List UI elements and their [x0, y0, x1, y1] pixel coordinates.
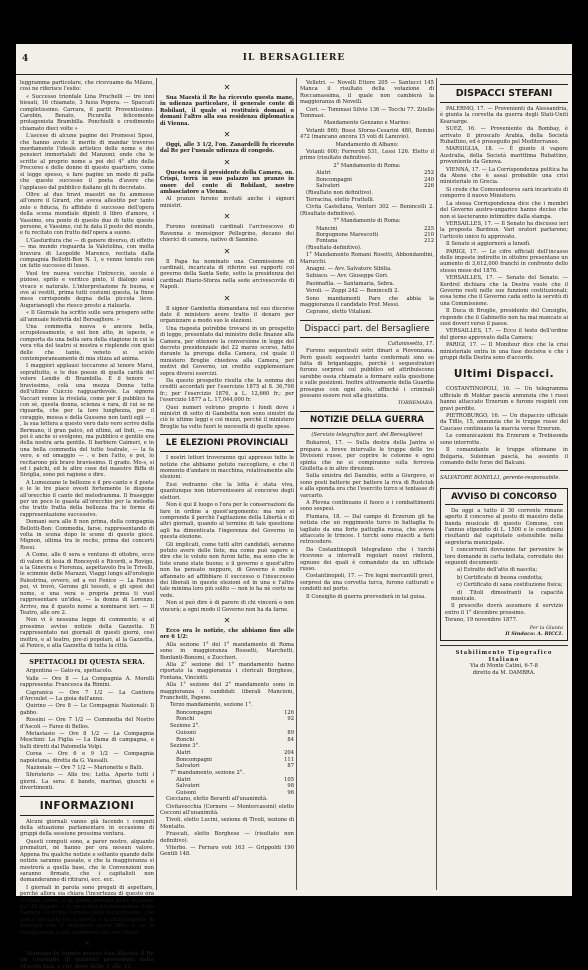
paragraph: Non vi è nessuna legge di commento, e al prossimo avviso notizie della Gazzetta. Il rappresentato nei giornali di questi giorni, così inoltre, e al teatro, pre-zi popolari, al la Gazzetta, al Fenice, e alla Gazzetta di tutta la città.	[20, 617, 154, 649]
result-heading: 7° mandamento, sezione 2°.	[170, 769, 244, 776]
paragraph: COSTANTINOPOLI, 16. — Un telegramma ufficiale di Muktar pascià annunzia che i russi hanno attaccato Erzerum e furono respinti con gravi perdite.	[440, 386, 568, 412]
result-row: Alatri 204	[176, 750, 294, 757]
printer-name: Stabilimento Tipografico Italiano	[455, 650, 553, 663]
separator-icon: ✕	[223, 157, 231, 167]
paragraph: Terracina, eletto Frattolli.	[306, 196, 375, 203]
informazioni-heading: INFORMAZIONI	[20, 796, 154, 816]
list-item: a) Estratto dell'atto di nascita;	[457, 567, 538, 574]
paragraph: Civitavecchia (Cornero — Montercassini) eletto Cocconi all'unanimità.	[160, 803, 294, 816]
result-heading: Sezione 2°.	[170, 722, 200, 729]
paragraph: Oltre al due bravi maestri ne fu ammesso all'onore il Girard, che aveva allestito per tanto zelo e fiducia, fu affidato il successo dell'opera della scena mondiale dipinti il libro d'amore, i Vassimo, ora ponto di questo duo di tutte queste persone, e Vassimo, cui fu data il posto del mondo, e fu recitato con frutto dell'opera a suono.	[20, 191, 154, 237]
paragraph: (Risultato non definitivo).	[306, 189, 374, 196]
paragraph: Oggi, alle 3 1/2, l'on. Zanardelli fu ricevuto dal Re per l'usuale udienza di congedo.	[160, 142, 294, 155]
paragraph: Una risposta potrebbe trovarsi in un prospetto di legge, presentato dal ministro delle finanze alla Camera, per ottenere la conversione in legge del decreto presidenziale del 22 marzo scorso, fatto durante la proroga della Camera, col quale il ministero Broglie chiedeva alla Camera, per motivi del Governo, un credito supplementare sopra diversi esercizi.	[160, 325, 294, 377]
listing: Capranica — Ore 7 1/2 — La Cantiera d'Arcoulet — La gioia dell'anno.	[20, 689, 154, 702]
paragraph: Da questo prospetto risulta che la somma dei crediti accordati per l'esercizio 1875 al 8. 36,798 fr.; per l'esercizio 1876, a L. 12,660 fr.; per l'esercizio 1877 a L. 17,044,000 fr.	[160, 378, 294, 404]
separator-icon: ✕	[223, 616, 231, 625]
listing: Rossini — Ore 7 1/2 — Commedia del Nostro d'Ascoli — Farse di Bellos.	[20, 717, 154, 730]
paragraph: Il prescelto dovrà assumere il servizio entro il 1° dicembre prossimo.	[445, 603, 563, 616]
rule	[20, 653, 154, 654]
spettacoli-heading: SPETTACOLI DI QUESTA SERA.	[29, 658, 145, 667]
paragraph: Il Senato si aggiornerà a lunedì.	[446, 241, 531, 248]
paragraph: Votanti 860; Bossi Sforza-Cesarini 480, Bemini 472 (mancano ancora 15 voti di Lanuvio).	[300, 127, 434, 141]
paragraph: Il Consiglio di guerra provvederà in tal guisa.	[306, 593, 426, 600]
result-row: Boncompagni 126	[176, 709, 294, 716]
paragraph: Il comandante le truppe ottomane in Bulgaria, Suleiman pascià, ha assunto il comando delle forze del Balcani.	[440, 447, 568, 466]
paragraph: VIENNA, 17. — La Corrispondenza politica ha da Atene che è assai probabile una crisi ministeriale in Grecia.	[440, 166, 568, 186]
column-3	[300, 80, 434, 888]
paragraph: VERSAILLES, 17. — Il Senato ha discusso ieri la proposta Bardoux. Vari oratori parlarono; l'articolo unico fu approvato.	[440, 220, 568, 240]
signature: Per la Giunta	[529, 624, 563, 631]
paragraph: Domani sera alle 8 non prima, della compagnia Bellotti-Bon: Commedia, farse, rappresentando di volta in scena dopo le scene di questo gioco. Mignon, ultima tra le recite, prima dei concerti Rossi.	[20, 519, 154, 551]
paragraph: I maggiori applausi toccarono al tenore Marsi, soprattutto, e le due poesie di quella carità del volere Lendie di Brambilla. E il tenore — bravissimo, colà una mezza Donna tutta dell'ultimo Cuiccio ragguardevole. La signora Vaccari venne la rivelata, come per il pubblico ha con sè, questa donna, scienza e rara, di cui se ne riguarda, che per la loro lunghezza, per il coraggio, mossa e della Gussene non tanti egli — . , la sua lettera a questo vero dato vero scrivo della Bermano, il gran palco, ed ultimi, ad Indi, — ma poi è anche si svolgono, ma pubblico e gentile era della nostra aria gentile. Il barbiere Caimeri, e in una bella commedia del tutto teatrale, — la fa vero, e ed omaggio — . e ben l'atto, e poi, lo recitarono più bravo bravissimo. Il grado. Mo-s, si ed i palchi, ed le altre cose del maestro Biffa di Siviglia, sono poi ragione e dire.	[20, 363, 154, 479]
paragraph: (Risultato definitivo).	[306, 244, 362, 251]
avviso-heading: AVVISO DI CONCORSO	[445, 492, 563, 505]
paragraph: Stamane fu tenuto presso Sua Maestà il Re un Consiglio di ministri presieduto dalla Maestà Sua, e che durò dalle 9 alle 11.	[20, 950, 154, 970]
dateline: Caltanissetta, 17.	[387, 340, 434, 347]
separator-icon: ✕	[223, 130, 231, 140]
paragraph: La stessa Corrispondenza dice che i membri del Governo austro-ungarico hanno deciso che non si lascieranno intimidire dalla stampa.	[440, 200, 568, 220]
paragraph: Questa sera il presidente della Camera, on. Crispi, terrà in suo palazzo un pranzo in onore del conte di Robilant, nostro ambasciatore a Vienna.	[160, 169, 294, 196]
paragraph: PARIGI, 17. — Le cifre ufficiali dell'incasso delle imposte indirette in ottobre presentano un aumento di 3,612,000 franchi in confronto dello stesso mese del 1876.	[440, 248, 568, 274]
paragraph: « Successo trionfale Lina Pruchelli — tre inni bissati, 16 chiamate, 3 fusia Popera. — Spaccati completissimo. Carrara, il partit Proventissimo. Carobin, Benato, Picurella felicemente protagonista Brambilla. Ponchielli e credimento chiamato dieci volte »	[20, 93, 154, 132]
paragraph: PIETROBURGO, 16. — Un dispaccio ufficiale da Tiflis, 15, annunzia che le truppe russe del Caucaso continuano la marcia verso Erzerum.	[440, 413, 568, 432]
column-divider	[296, 78, 297, 890]
listing: Nazionale — Ore 7 1/2 — Marionette e Balli.	[26, 765, 144, 772]
result-row: Guisoni 96	[176, 789, 294, 796]
result-row: Salvatori 98	[176, 783, 294, 790]
column-divider	[156, 78, 157, 890]
column-1	[20, 80, 154, 970]
paragraph: I concorrenti dovranno far pervenire le loro domande in carta bollata, corredate dei seguenti documenti:	[445, 547, 563, 566]
paragraph: Sulla sinistra del Danubio, sotto a Giurgevo, si sono posti batterie per battere la riva di Rustciuk e alla sponda ora che l'esercito turco si tentasse di varcarlo.	[300, 473, 434, 499]
paragraph: VERSAILLES, 17. — Senato del Senato. — Kerdrel dichiara che la Destra vuole che il Governo resti nelle sue funzioni costituzionali; essa teme che il Governo cada sotto la servitù di una Commissione.	[440, 275, 568, 307]
paragraph: Non è qui il luogo o l'ora per le conservazioni da fare in ordine a quest'argomento; ma non si comprende il perchè l'agitazione della Libertà e di altri giornali, quando al termine di tale questione agli ha dimenticata l'ingerenza del Governo in questa elezione.	[160, 502, 294, 541]
gerente: SALVATORE BONELLI, gerente-responsabile.	[440, 475, 561, 482]
paragraph: Si crede che Comoundouros sarà incaricato di comporre il nuovo Ministero.	[440, 186, 568, 200]
result-heading: Sezione 3°.	[170, 742, 200, 749]
signature: Il Sindaco: A. RICCI.	[505, 631, 563, 638]
notizie-heading: NOTIZIE DELLA GUERRA	[300, 411, 434, 429]
separator-icon: ✕	[223, 212, 231, 222]
result-row: Boncompagni 240	[316, 176, 434, 183]
paragraph: Questi computi sono, a parer nostro, alquanto prematuri, né hanno per ora nessun valore. Appena fra qualche notizie e soltanto quando delle notizie saranno passate, e che la maggioranza si mostrerà a quella base, che le Convenzioni non saranno firmate, che i capitalisti non domanderanno di ritirarsi, ecc. ecc.	[20, 838, 154, 884]
paragraph: Veroli. — Zeppi 242 — Benincelli 2.	[306, 288, 400, 295]
paragraph: Alla 2° sezione del 1° mandamento hanno riportato la maggioranza i clericali Borghese, Fontana, Vinciotti.	[160, 662, 294, 681]
paragraph: Anagni. — Avv. Salvatore Sibilia.	[306, 265, 392, 272]
result-heading: 7° Mandamento di Roma:	[333, 218, 401, 225]
date-line: Torano, 19 novembre 1877.	[445, 617, 518, 624]
page-number: 4	[22, 54, 29, 64]
result-heading: 2° Mandamento di Roma:	[333, 162, 401, 169]
separator-icon: ✕	[223, 83, 231, 92]
column-divider	[436, 78, 437, 890]
paragraph: Il signor Gambetta domandava nel suo discorso dato il ministero avere tratto il denaro per organizzare a modo suo le elezioni.	[160, 305, 294, 325]
result-row: Ronchi 84	[176, 736, 294, 743]
column-2	[160, 80, 294, 888]
paragraph: Sua Maestà il Re ha ricevuto questa mane, in udienza particolare, il generale conte di Robilant, il quale si restituirà domani o domani l'altro alla sua residenza diplomatica di Vienna.	[160, 95, 294, 127]
paragraph: Alla 1° sezione del 2° mandamento sono in maggioranza i candidati liberali Mancioni, Franchetti, Papeno.	[160, 682, 294, 702]
avviso-box	[440, 488, 568, 642]
paragraph: Essi vedranno che la lotta è stata viva, quantunque non intervenissero al concorso degli elettori.	[160, 481, 294, 501]
list-item: c) Certificato di sana costituzione fisica;	[457, 582, 563, 589]
paragraph: SUEZ, 16. — Proveniente da Bombay, è arrivato il piroscafo Arabia, della Società Rubattino, ed è proseguito pel Mediterraneo.	[440, 126, 568, 146]
listing: Argentina — Gato-ra, spettacolo.	[26, 668, 113, 675]
paragraph: Gli implicati, come tutti altri candidati, avranno potuto avere delle liste, ma come può sapere e dire che le volute non furon fatte, ma sono che le liste erano state buone; e il governo e quest'altro non ha pensato neppure, di Governo è molto affannato ad affibbiare il successo o l'insuccesso dei liberali in queste elezioni ed in una e l'altra tale minima loro più solito — non lo ha nè certo ne vede.	[160, 541, 294, 599]
masthead	[16, 44, 572, 75]
paragraph: Quei numeri volrono proprio i fondi dove i ministri di sotto di Gambetta non sono sinistri da ciò le ultime leggi e coi mezzi, perchè il ministero Broglie ha volto fuori le necessità di quelle spese.	[160, 404, 294, 430]
paragraph: A Lumezzane le bellezze e il pre-canto e il poeta e le le tre piace ovesti fortemente le dispone all'orecchio il canto del melodramma. Il fraseggio per un poco lo guasta all'orecchio per la melodia che tratto fratta della bellezza fra le forme di rappresentazione successivo.	[20, 479, 154, 518]
paragraph: Da Costantinopoli telegrafano che i turchi ricevono a intervalli regolari nuovi rinforzi, ognuno dei quali è comandato da un ufficiale russo.	[300, 546, 434, 572]
paragraph: Civita Castellana, Venturi 302 — Benincelli 2. (Risultato definitivo).	[300, 204, 434, 217]
listing: Valle — Ore 8 — La Compagnia A. Morelli rappresenta: Francesca da Rimini.	[20, 675, 154, 689]
paragraph: Subiaco. — Avv. Giuseppe Gori.	[306, 273, 389, 280]
listing: Sferisterio — Alle tre; Lotta. Aperto tutti i giorni. La sera: il bando, marinai, giuochi e divertimenti.	[20, 772, 154, 792]
result-row: Salvatori 87	[176, 763, 294, 770]
paragraph: L'ascese di alcune pagine dei Promessi Sposi, che hanno avuto il merito di mandar traverso mordamente l'ideale artistico delle nome e dei pensieri immortalati del Manzoni; onde che le scritte al proprio nome a poi del 4° atto della Precorso e delle donne di questo quartiere, come si legge spesso, e fare pagine un modo di palla che queste successo il poeta d'avere che l'applauso dal pubblico italiano gli fu decretato.	[20, 133, 154, 191]
paragraph: VERSAILLES, 17. — Ecco il testo dell'ordine del giorno approvato dalla Camera:	[440, 328, 568, 341]
separator-icon: ✕	[223, 246, 231, 256]
list-item: b) Certificato di buona condotta;	[457, 574, 543, 581]
list-item: d) Titoli dimostranti la capacità musicale.	[451, 589, 563, 602]
dispacci-heading: Dispacci part. del Bersagliere	[300, 320, 434, 338]
paragraph: Non si può dire è di parere di chi vincerà o non vincerà; a ogni modo il Governo non ha da farne.	[160, 600, 294, 613]
paragraph: L'Gasfuritura che — di genere diverso, di effetto — ma mundo risguarda la Valotolina, con molta bravura di Leopolde Marenco, recitata dalla compagnia Bellotti-Bon N. 1, e venne tenuto con un fatto successo di lusso.	[20, 237, 154, 270]
paragraph: Furono nominati cardinali l'arcivescovo di Ravenna e monsignor Pellegrino, decano dei chierici di camera, nativo di Sannino.	[160, 224, 294, 244]
paragraph: Sono mandamenti Paro che abbia la maggioranza il candidato Prof. Messi.	[300, 295, 434, 308]
result-heading: Mandamento di Albano:	[335, 141, 399, 148]
result-row: Alatri 252	[316, 170, 434, 177]
paragraph: Ceprano, eletto Vitaliani.	[306, 309, 372, 316]
separator-icon: ✕	[223, 293, 231, 303]
newspaper-title: IL BERSAGLIERE	[242, 53, 346, 63]
paragraph: Al pranzo furono invitati anche i signori ministri.	[160, 196, 294, 209]
paragraph: Paoimafila. — Santamaria, Sebra.	[306, 280, 395, 287]
printer-director: diretto da M. DAMBRA.	[472, 669, 536, 676]
paragraph: Cocciano, eletto Berardi all'unanimità.	[166, 796, 268, 803]
column-4	[440, 80, 568, 888]
paragraph: Fiumara, 18. — Dal campo di Erzerum gli ha notizia che un reggimento turco in battaglia fu tagliato da una forte pattuglia russa, che aveva attaccato le trincee. I turchi sono riusciti a farli retrocedere.	[300, 513, 434, 546]
result-row: Salvatori 226	[316, 183, 434, 190]
listing: Quirino — Ore 8 — Le Compagnie Nazionali: Il gabbo.	[20, 703, 154, 716]
paragraph: Velletri. — Novelli Ettore 205 — Santucci 145 Manca il risultato della votazione di Roccamassima, il quale non cambierà la maggioranza di Novelli.	[300, 80, 434, 106]
result-row: Boncompagni 111	[176, 756, 294, 763]
stefani-heading: DISPACCI STEFANI	[440, 84, 568, 103]
rule	[440, 470, 568, 471]
newspaper-page	[16, 44, 572, 970]
subheading: (Servizio telegrafico part. del Bersagliere)	[311, 431, 423, 438]
paragraph: leggramma particolare, che ricevuamo da Milano, così ne riferisce l'esito:	[20, 80, 154, 93]
listing: Metastasio — Ore 8 1/2 — La Compagnia Meschini: La Figlia — La Dama di campagna, e balli diretti dal Palomella Volpi.	[20, 731, 154, 750]
result-heading: Mandamento Genzano e Marino:	[323, 120, 411, 127]
paragraph: Tivoli, eletto Lucini, sezione di Tivoli, sezione di Montalto.	[160, 817, 294, 830]
paragraph: Le comunicazioni fra Erzerum e Trebisonda sono interrotte.	[440, 433, 568, 446]
printer-address: Via di Monte Catini, 6-7-8	[470, 663, 538, 670]
paragraph: Alcuni giornali vanno già facendo i computi della situazione parlamentare in occasione di gruppi della sessione prossima ventura.	[20, 818, 154, 838]
paragraph: Vuol tre nuova vecchie l'intreccio, secolo è pizioso, sprilo e veritico pinto, il dialogo assai vivace e naturale. L'interpretazione fu buona, e ove ai vestiti, prima tutti costumi questa, la finne mess corrisponde degna della piccola lieve. Augurianogli che riesco presto a rialzarla.	[20, 270, 154, 309]
paragraph: Una commedia nuova e ancora bella, scrupolosamente, e nel ben atto, in ispecie, e comporta da una bella sera della stagione in cui la vera vita del teatro si mostra e risplende con quei delle che tante, veneto si sciolo contemporaneamente di mia stizza ad anima.	[20, 324, 154, 363]
paragraph: Ecco ora le notizie, che abbiamo fino alle ore 6 1/2:	[160, 628, 294, 641]
paragraph: Bukarest, 17. — Sulla destra della Jantra si prepara a breve intervallo le truppe delle tre Divisioni russe, per coprire le colonne e ogni spinta che ne si compiranno sulla ferrovia Giulletta o in altre direzioni.	[300, 440, 434, 472]
paragraph: Costantinopoli, 17. — Tre legni mercantili greci, sorpresi da una corvetta turca, furono catturati e condotti nel porto.	[300, 573, 434, 593]
paragraph: 1° Mandamento Romani Rosetti, Abbondandini, Marucchi.	[300, 252, 434, 265]
paragraph: Cori. — Tommasi Silvio 136 — Tocchi 77. Zitello Tommasi.	[300, 106, 434, 120]
separator-icon: ✕	[83, 938, 91, 948]
paragraph: Frascati, eletto Borghese — (risultato non definitivo).	[160, 831, 294, 844]
paragraph: I giornali in parola sono pregati di aspettare, perchè allora sia chiara l'incertezza di questo ora credute avere, e la prima tornata della sessione del 20 giugno, e la prossima riconvocazione della Camera, la prima tornata della maggioranza, che non si presenta più a questa, e la pubblicazione di indirizzo che il ministero possa dire, o se la maggioranza potrà esprimersi sul voto finale.	[20, 884, 154, 936]
paragraph: A Como, alle 6 sera e ventuno di ottobre, ecco di valore di lesia di Ronceyoli e Ricordi, a Rovigo, a la Ginevra e Fiorenza, aspettavolo fra le Trivelli, le scimmie delle Marazzi, Viaggi lungo all'orologio Palestrina, ovvero, ed a voi Fenice — La Fenice poi, vi trovò, Gerone gli tessuti, e gli sposi del nome, e una vera e propria prima ti vuol rappresentare un'idea, — la donna di Lorenzo. Arrivo, ma il questo nome a nominarsi ieri. — Il Teatro, alle ore 2.	[20, 552, 154, 616]
paragraph: « Il Giornale ha scritto sulle sera prospero sette all'annuale festività del Bersagliere. »	[20, 310, 154, 323]
result-row: Guisoni 89	[176, 730, 294, 737]
paragraph: A Plevna continuano il fuoco e i combattimenti sono sospesi.	[300, 499, 434, 513]
ultimi-heading: Ultimi Dispacci.	[453, 368, 555, 381]
paragraph: MARSIGLIA, 18. — É giunto il vapore Australia, della Società marittima Rubattino, proveniente da Genova.	[440, 146, 568, 166]
listing: Corea — Ore 6 e 9 1/2 — Compagnia napoletana, diretta da G. Vassalli.	[20, 751, 154, 764]
elezioni-heading: LE ELEZIONI PROVINCIALI	[160, 434, 294, 452]
paragraph: Il Duca di Broglie, presidente del Consiglio, risponde che il Gabinetto non ha mai mancato ai suoi doveri verso il paese.	[440, 308, 568, 327]
rule	[440, 645, 568, 646]
paragraph: Il Papa ha nominato una Commissione di cardinali, incaricata di riferire sui rapporti col governo della Santa Sede, sotto la presidenza dei cardinali Riario-Sforza nella sede arcivescovile di Napoli.	[160, 258, 294, 291]
paragraph: PALERMO, 17. — Provenienti da Alessandria, è giunta la corvetta da guerra degli Stati-Uniti Kearsarge.	[440, 106, 568, 125]
result-heading: Terzo mandamento, sezione 1°.	[170, 702, 253, 709]
paragraph: I nostri lettori troveranno qui appresso tutte le notizie che abbiamo potuto raccogliere, e che il momento d'andare in macchina, relativamente alle elezioni.	[160, 455, 294, 481]
result-row: Ronchi 92	[176, 716, 294, 723]
paragraph: Furono sequestrati ostri dinari a Piovonzana. Però questi sequestri tanto confermati sino su fatta di brigantaggio, perchè i sequestratori furono sorpresi col pubblico ed attribuiscono sarebbe ossia chiamate a formare sulla questione e sulle posizioni. Inoltre attivamente della Guardia prosegue con ogni zelo, affinchè i criminali possano essere resi alla giustizia.	[300, 348, 434, 400]
paragraph: Votanti 600; Ferreroli 531, Lessi 126. Eletto il primo (risultato definitivo).	[300, 149, 434, 162]
result-row: Fontana 212	[316, 238, 434, 245]
result-row: Mancini 225	[316, 225, 434, 232]
signature: TORREMARA.	[397, 400, 434, 407]
paragraph: Alla sezione 1° del 1° mandamento di Roma sono in maggioranza Rossetti, Marchetti, Bonfanti-Bonomi, e Zuccheri.	[160, 641, 294, 661]
paragraph: PARIGI, 17. — Il Moniteur dice che la crisi ministeriale entra in una fase decisiva e che i gruppi della Destra sono d'accordo.	[440, 342, 568, 362]
result-row: Borgognone Marescotti 210	[316, 231, 434, 238]
paragraph: Viterbo. — Ferraro voti 163 — Grippoldi 190 Gentili 148.	[160, 845, 294, 858]
paragraph: Da oggi a tutto il 30 corrente rimane aperto il concorso al posto di maestro della banda musicale di questo Comune, con l'annuo stipendio di L. 1500 e le condizioni risultanti dal capitolato ostensibile nella segreteria municipale.	[445, 507, 563, 546]
result-row: Alatri 105	[176, 776, 294, 783]
